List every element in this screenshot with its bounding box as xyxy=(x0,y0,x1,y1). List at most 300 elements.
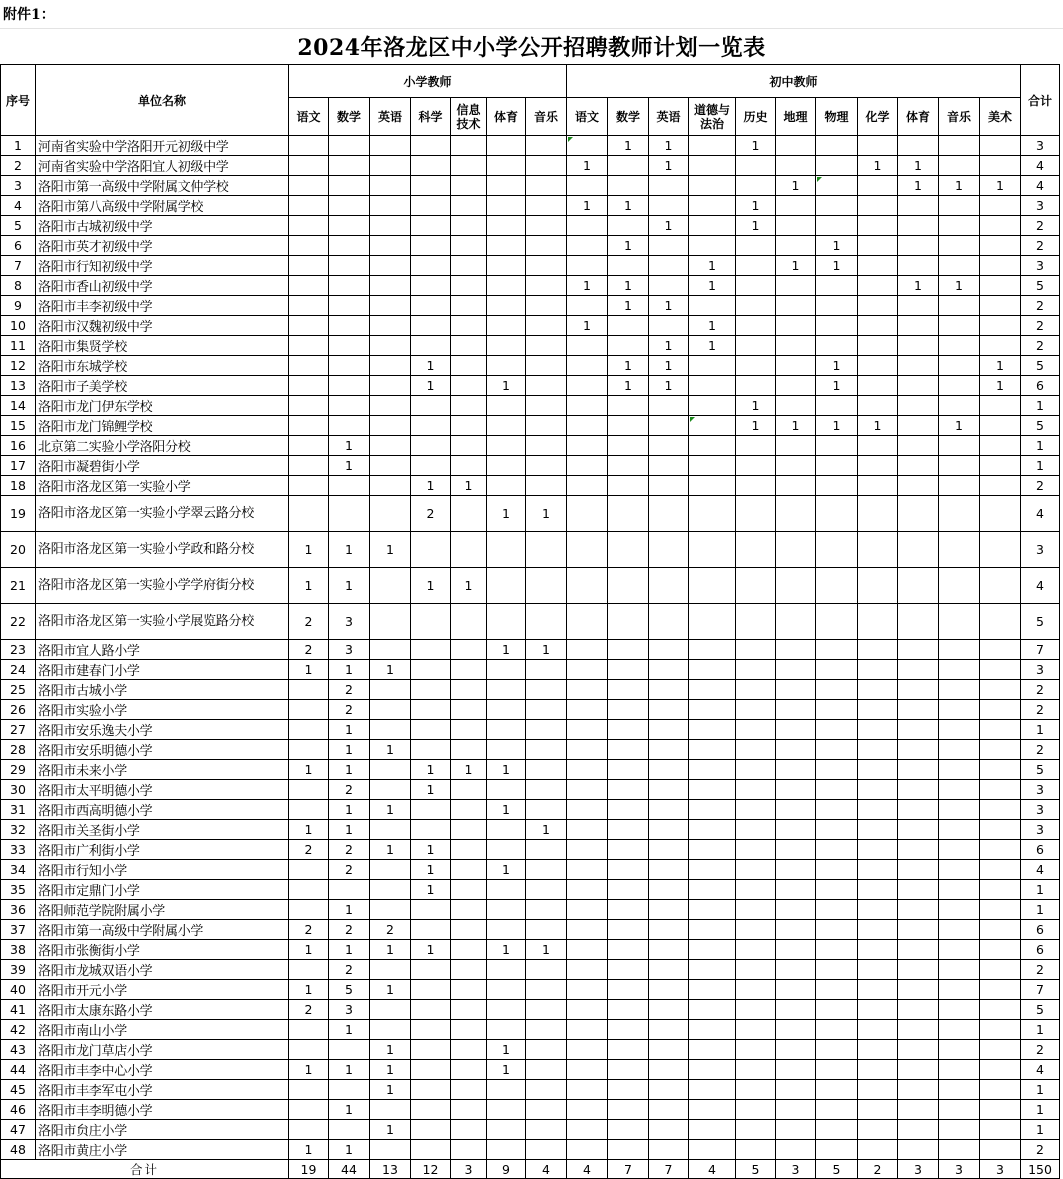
primary-count: 2 xyxy=(329,780,370,800)
middle-count xyxy=(608,476,649,496)
middle-count xyxy=(567,256,608,276)
primary-count xyxy=(526,476,567,496)
middle-count xyxy=(858,296,898,316)
row-total: 7 xyxy=(1021,640,1060,660)
middle-count xyxy=(689,1120,736,1140)
header-unit-name: 单位名称 xyxy=(36,65,289,136)
primary-count xyxy=(329,236,370,256)
middle-count xyxy=(649,496,689,532)
middle-count xyxy=(816,1020,858,1040)
table-row xyxy=(1,660,1060,680)
primary-count: 1 xyxy=(411,860,451,880)
middle-count xyxy=(858,880,898,900)
middle-count xyxy=(567,532,608,568)
middle-count xyxy=(939,216,980,236)
middle-count xyxy=(858,568,898,604)
middle-count xyxy=(980,1020,1021,1040)
middle-count: 1 xyxy=(608,136,649,156)
middle-count xyxy=(858,860,898,880)
middle-count xyxy=(689,1040,736,1060)
middle-count xyxy=(649,880,689,900)
primary-count xyxy=(411,1040,451,1060)
middle-count: 1 xyxy=(608,296,649,316)
middle-count xyxy=(898,456,939,476)
middle-count xyxy=(980,920,1021,940)
middle-count xyxy=(608,1080,649,1100)
middle-count xyxy=(816,720,858,740)
middle-count xyxy=(980,532,1021,568)
middle-count xyxy=(816,900,858,920)
middle-count xyxy=(649,960,689,980)
primary-count xyxy=(289,1040,329,1060)
middle-count xyxy=(776,568,816,604)
middle-count xyxy=(567,216,608,236)
primary-count xyxy=(451,1060,487,1080)
middle-count xyxy=(980,604,1021,640)
middle-count xyxy=(816,1100,858,1120)
unit-name: 洛阳市古城初级中学 xyxy=(36,216,289,236)
middle-count xyxy=(689,840,736,860)
unit-name: 北京第二实验小学洛阳分校 xyxy=(36,436,289,456)
middle-count: 1 xyxy=(939,416,980,436)
middle-count xyxy=(776,496,816,532)
middle-count xyxy=(898,1080,939,1100)
middle-count xyxy=(980,1060,1021,1080)
middle-count xyxy=(939,920,980,940)
primary-count xyxy=(329,880,370,900)
row-total: 1 xyxy=(1021,396,1060,416)
primary-count xyxy=(526,216,567,236)
primary-count xyxy=(451,336,487,356)
header-middle-subject: 英语 xyxy=(649,98,689,136)
primary-count xyxy=(451,1020,487,1040)
primary-count xyxy=(526,1020,567,1040)
primary-count xyxy=(526,236,567,256)
middle-count xyxy=(608,256,649,276)
table-row xyxy=(1,1120,1060,1140)
middle-total: 5 xyxy=(736,1160,776,1179)
middle-count xyxy=(858,660,898,680)
row-index: 45 xyxy=(1,1080,36,1100)
middle-count xyxy=(689,760,736,780)
header-middle-subject: 化学 xyxy=(858,98,898,136)
middle-count xyxy=(567,1020,608,1040)
row-index: 46 xyxy=(1,1100,36,1120)
middle-count xyxy=(980,476,1021,496)
middle-count xyxy=(898,136,939,156)
primary-count xyxy=(451,660,487,680)
unit-name: 洛阳市第八高级中学附属学校 xyxy=(36,196,289,216)
unit-name: 洛阳市定鼎门小学 xyxy=(36,880,289,900)
primary-count xyxy=(370,900,411,920)
middle-count xyxy=(608,436,649,456)
middle-count: 1 xyxy=(736,136,776,156)
middle-count xyxy=(649,456,689,476)
primary-count: 1 xyxy=(329,800,370,820)
middle-count xyxy=(567,176,608,196)
primary-total: 13 xyxy=(370,1160,411,1179)
middle-count xyxy=(649,720,689,740)
primary-count xyxy=(526,1060,567,1080)
primary-count xyxy=(329,296,370,316)
unit-name: 洛阳市龙门草店小学 xyxy=(36,1040,289,1060)
middle-count xyxy=(608,700,649,720)
middle-count xyxy=(776,900,816,920)
primary-count xyxy=(526,860,567,880)
middle-count xyxy=(776,760,816,780)
middle-count xyxy=(567,880,608,900)
primary-count: 1 xyxy=(411,840,451,860)
primary-count xyxy=(289,476,329,496)
primary-count xyxy=(526,900,567,920)
primary-count xyxy=(329,356,370,376)
primary-count xyxy=(487,1100,526,1120)
primary-count: 2 xyxy=(329,860,370,880)
middle-count xyxy=(689,880,736,900)
middle-count xyxy=(776,1040,816,1060)
primary-count xyxy=(526,156,567,176)
primary-count xyxy=(487,604,526,640)
row-total: 3 xyxy=(1021,660,1060,680)
primary-count xyxy=(411,436,451,456)
middle-count xyxy=(980,660,1021,680)
middle-count: 1 xyxy=(898,176,939,196)
primary-count xyxy=(451,396,487,416)
middle-count xyxy=(816,760,858,780)
middle-count xyxy=(736,496,776,532)
middle-count xyxy=(858,1060,898,1080)
table-row xyxy=(1,136,1060,156)
middle-count xyxy=(608,880,649,900)
primary-count xyxy=(451,316,487,336)
middle-count xyxy=(858,800,898,820)
middle-count xyxy=(608,980,649,1000)
middle-count xyxy=(567,568,608,604)
middle-count xyxy=(898,860,939,880)
middle-count xyxy=(858,1020,898,1040)
middle-count: 1 xyxy=(649,296,689,316)
middle-total: 3 xyxy=(980,1160,1021,1179)
middle-count xyxy=(939,532,980,568)
middle-count xyxy=(939,316,980,336)
middle-count xyxy=(736,760,776,780)
row-index: 13 xyxy=(1,376,36,396)
middle-total: 7 xyxy=(608,1160,649,1179)
middle-count xyxy=(649,1020,689,1040)
primary-count: 1 xyxy=(487,800,526,820)
middle-count xyxy=(689,700,736,720)
middle-count xyxy=(858,900,898,920)
row-index: 3 xyxy=(1,176,36,196)
primary-count: 1 xyxy=(329,660,370,680)
primary-count: 2 xyxy=(411,496,451,532)
middle-count xyxy=(689,960,736,980)
middle-count xyxy=(939,196,980,216)
middle-count xyxy=(689,136,736,156)
middle-count: 1 xyxy=(649,356,689,376)
row-index: 36 xyxy=(1,900,36,920)
header-middle-subject: 历史 xyxy=(736,98,776,136)
row-total: 4 xyxy=(1021,1060,1060,1080)
middle-count xyxy=(980,700,1021,720)
primary-count xyxy=(370,376,411,396)
primary-count xyxy=(411,216,451,236)
primary-count xyxy=(289,276,329,296)
row-total: 2 xyxy=(1021,336,1060,356)
middle-count xyxy=(736,700,776,720)
middle-count xyxy=(980,800,1021,820)
primary-count xyxy=(329,196,370,216)
table-row xyxy=(1,176,1060,196)
middle-count xyxy=(816,476,858,496)
primary-count xyxy=(289,860,329,880)
primary-count xyxy=(451,720,487,740)
row-total: 1 xyxy=(1021,1100,1060,1120)
table-row xyxy=(1,1040,1060,1060)
row-index: 17 xyxy=(1,456,36,476)
primary-count: 1 xyxy=(329,1060,370,1080)
primary-count xyxy=(329,276,370,296)
middle-count xyxy=(649,476,689,496)
middle-count xyxy=(980,1080,1021,1100)
middle-count xyxy=(939,1020,980,1040)
primary-count xyxy=(411,296,451,316)
primary-count xyxy=(370,436,411,456)
middle-count xyxy=(649,940,689,960)
primary-count: 1 xyxy=(289,1140,329,1160)
middle-count xyxy=(689,436,736,456)
unit-name: 洛阳市黄庄小学 xyxy=(36,1140,289,1160)
primary-count: 5 xyxy=(329,980,370,1000)
primary-count: 2 xyxy=(329,700,370,720)
middle-count xyxy=(736,1080,776,1100)
middle-count xyxy=(898,1040,939,1060)
primary-count xyxy=(289,316,329,336)
middle-count xyxy=(776,604,816,640)
middle-count xyxy=(858,436,898,456)
unit-name: 洛阳市丰李中心小学 xyxy=(36,1060,289,1080)
middle-count xyxy=(567,1120,608,1140)
primary-count: 1 xyxy=(411,476,451,496)
totals-label: 合计 xyxy=(1,1160,289,1179)
middle-count xyxy=(689,216,736,236)
middle-count xyxy=(649,680,689,700)
primary-count xyxy=(329,316,370,336)
middle-count xyxy=(649,1140,689,1160)
row-index: 1 xyxy=(1,136,36,156)
primary-count xyxy=(487,980,526,1000)
middle-count: 1 xyxy=(980,376,1021,396)
middle-count xyxy=(980,568,1021,604)
middle-count: 1 xyxy=(736,416,776,436)
primary-count xyxy=(289,296,329,316)
middle-count xyxy=(816,740,858,760)
primary-count xyxy=(487,880,526,900)
unit-name: 洛阳市丰李初级中学 xyxy=(36,296,289,316)
middle-count xyxy=(689,920,736,940)
unit-name: 洛阳市英才初级中学 xyxy=(36,236,289,256)
middle-total: 3 xyxy=(939,1160,980,1179)
middle-count xyxy=(567,296,608,316)
middle-count xyxy=(736,1120,776,1140)
table-row xyxy=(1,436,1060,456)
unit-name: 洛阳市行知初级中学 xyxy=(36,256,289,276)
table-row xyxy=(1,336,1060,356)
middle-count xyxy=(939,740,980,760)
middle-count xyxy=(736,296,776,316)
primary-count xyxy=(370,196,411,216)
middle-count xyxy=(649,840,689,860)
primary-count: 1 xyxy=(411,568,451,604)
primary-count xyxy=(451,456,487,476)
middle-count xyxy=(567,476,608,496)
row-index: 8 xyxy=(1,276,36,296)
primary-count xyxy=(370,456,411,476)
middle-count xyxy=(689,780,736,800)
primary-count xyxy=(451,780,487,800)
middle-count xyxy=(980,1100,1021,1120)
middle-count xyxy=(736,820,776,840)
primary-count xyxy=(526,720,567,740)
primary-count: 2 xyxy=(289,1000,329,1020)
header-index: 序号 xyxy=(1,65,36,136)
middle-count xyxy=(608,532,649,568)
middle-count xyxy=(736,376,776,396)
attachment-label: 附件1： xyxy=(3,7,55,23)
middle-count xyxy=(567,900,608,920)
primary-count xyxy=(526,660,567,680)
primary-count xyxy=(526,740,567,760)
middle-count xyxy=(980,980,1021,1000)
primary-total: 19 xyxy=(289,1160,329,1179)
row-total: 2 xyxy=(1021,1140,1060,1160)
middle-count xyxy=(816,1140,858,1160)
middle-count xyxy=(649,1080,689,1100)
middle-count xyxy=(776,532,816,568)
primary-total: 12 xyxy=(411,1160,451,1179)
primary-count xyxy=(370,1000,411,1020)
primary-count xyxy=(289,740,329,760)
table-row xyxy=(1,532,1060,568)
header-primary-subject: 英语 xyxy=(370,98,411,136)
primary-count xyxy=(289,436,329,456)
middle-total: 2 xyxy=(858,1160,898,1179)
unit-name: 洛阳市子美学校 xyxy=(36,376,289,396)
primary-count xyxy=(487,1140,526,1160)
unit-name: 洛阳市集贤学校 xyxy=(36,336,289,356)
middle-count xyxy=(567,436,608,456)
row-total: 1 xyxy=(1021,436,1060,456)
primary-count xyxy=(370,176,411,196)
row-total: 4 xyxy=(1021,156,1060,176)
middle-count xyxy=(980,740,1021,760)
middle-count xyxy=(736,880,776,900)
unit-name: 洛阳市洛龙区第一实验小学翠云路分校 xyxy=(36,496,289,532)
header-row-groups xyxy=(1,65,1060,98)
row-index: 10 xyxy=(1,316,36,336)
comment-marker-icon xyxy=(690,417,695,422)
middle-count: 1 xyxy=(736,396,776,416)
middle-count xyxy=(776,640,816,660)
table-row xyxy=(1,680,1060,700)
middle-count xyxy=(939,680,980,700)
primary-count xyxy=(451,176,487,196)
table-row xyxy=(1,236,1060,256)
middle-count xyxy=(858,1120,898,1140)
primary-count: 1 xyxy=(329,436,370,456)
primary-count: 1 xyxy=(370,1120,411,1140)
primary-count xyxy=(487,840,526,860)
primary-count xyxy=(526,780,567,800)
primary-count: 1 xyxy=(329,760,370,780)
primary-count: 1 xyxy=(526,496,567,532)
middle-count xyxy=(689,604,736,640)
middle-count xyxy=(939,820,980,840)
middle-count xyxy=(898,336,939,356)
middle-count xyxy=(858,336,898,356)
unit-name: 洛阳市第一高级中学附属小学 xyxy=(36,920,289,940)
middle-count xyxy=(736,720,776,740)
middle-count: 1 xyxy=(567,276,608,296)
middle-count xyxy=(567,700,608,720)
primary-count: 1 xyxy=(411,780,451,800)
middle-count xyxy=(689,1140,736,1160)
middle-count xyxy=(858,376,898,396)
primary-total: 9 xyxy=(487,1160,526,1179)
middle-count xyxy=(816,780,858,800)
middle-count xyxy=(858,196,898,216)
primary-count xyxy=(487,740,526,760)
middle-count xyxy=(816,276,858,296)
middle-count: 1 xyxy=(980,356,1021,376)
primary-count xyxy=(526,1100,567,1120)
unit-name: 河南省实验中学洛阳开元初级中学 xyxy=(36,136,289,156)
middle-count xyxy=(567,680,608,700)
middle-count xyxy=(898,568,939,604)
primary-count: 1 xyxy=(329,1140,370,1160)
header-primary-subject: 信息技术 xyxy=(451,98,487,136)
middle-count: 1 xyxy=(898,276,939,296)
middle-count xyxy=(776,720,816,740)
primary-count: 1 xyxy=(487,376,526,396)
middle-count xyxy=(858,356,898,376)
primary-count xyxy=(411,276,451,296)
middle-count xyxy=(567,416,608,436)
table-row xyxy=(1,860,1060,880)
middle-count xyxy=(939,436,980,456)
middle-count xyxy=(939,860,980,880)
primary-count xyxy=(411,156,451,176)
middle-count xyxy=(689,720,736,740)
row-total: 5 xyxy=(1021,416,1060,436)
primary-count xyxy=(329,216,370,236)
primary-count xyxy=(289,496,329,532)
middle-count xyxy=(776,156,816,176)
middle-count: 1 xyxy=(567,316,608,336)
primary-count xyxy=(370,1140,411,1160)
primary-count xyxy=(411,336,451,356)
row-index: 35 xyxy=(1,880,36,900)
primary-count xyxy=(451,680,487,700)
primary-count xyxy=(289,356,329,376)
primary-count xyxy=(411,316,451,336)
primary-count xyxy=(289,396,329,416)
middle-count xyxy=(816,436,858,456)
header-primary-subject: 科学 xyxy=(411,98,451,136)
middle-count xyxy=(689,456,736,476)
table-row xyxy=(1,960,1060,980)
table-row xyxy=(1,900,1060,920)
